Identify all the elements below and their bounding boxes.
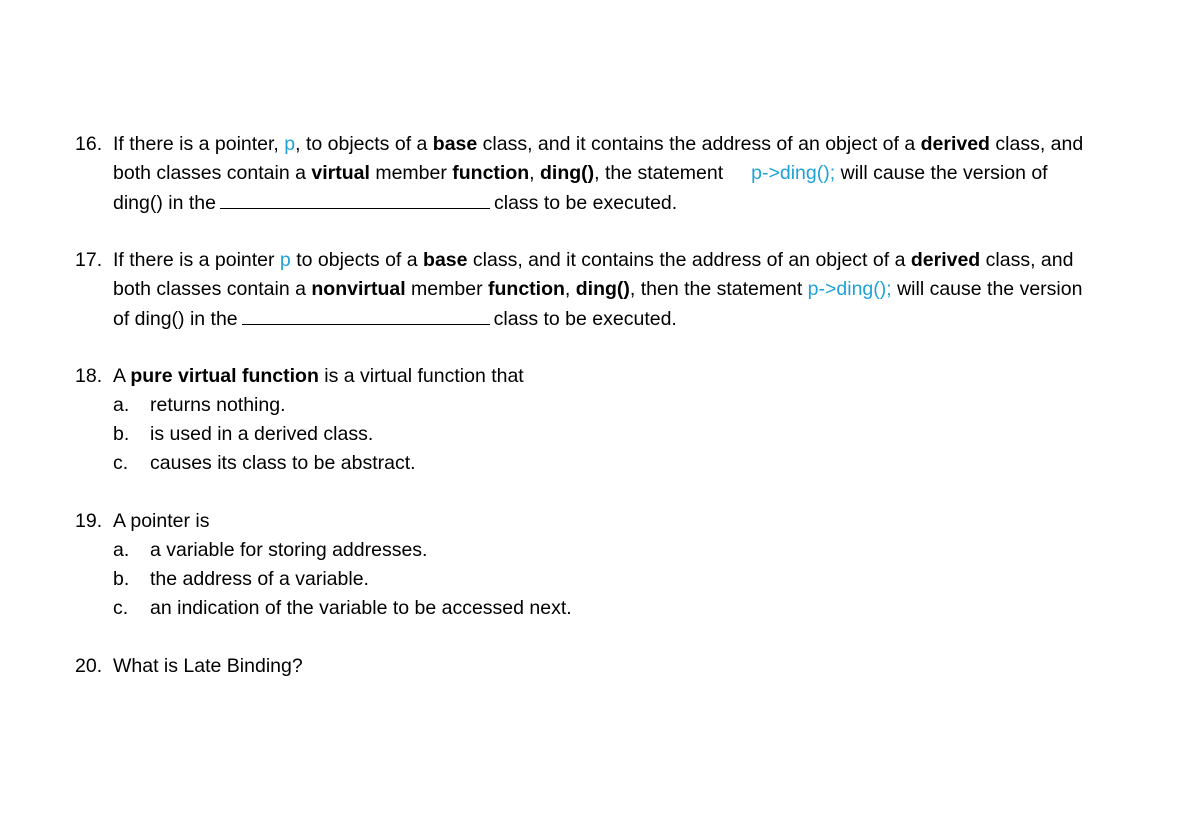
question-19 xyxy=(75,507,1165,623)
text-run: member xyxy=(405,278,488,300)
text-run: , xyxy=(529,162,541,184)
question-number: 16. xyxy=(75,133,103,155)
option-text: an indication of the variable to be accessed next. xyxy=(150,597,572,619)
question-line xyxy=(113,188,1165,217)
question-18 xyxy=(75,362,1165,478)
text-run: will cause the version of xyxy=(835,162,1048,184)
option-c[interactable] xyxy=(113,594,1165,623)
answer-blank[interactable] xyxy=(220,188,490,209)
question-stem: A pointer is xyxy=(113,510,210,532)
question-number: 18. xyxy=(75,365,103,387)
option-text: returns nothing. xyxy=(150,394,286,416)
text-run: of ding() in the xyxy=(113,308,238,330)
text-run: , to objects of a xyxy=(295,133,433,155)
question-body xyxy=(113,652,1165,681)
text-run: both classes contain a xyxy=(113,278,312,300)
question-body xyxy=(113,362,1165,478)
text-run: If there is a pointer xyxy=(113,249,280,271)
code-term: p->ding(); xyxy=(807,278,892,300)
text-run: class to be executed. xyxy=(493,308,677,330)
question-number: 20. xyxy=(75,655,103,677)
question-stem: What is Late Binding? xyxy=(113,655,303,677)
text-run: both classes contain a xyxy=(113,162,312,184)
question-body xyxy=(113,507,1165,623)
question-line xyxy=(113,275,1165,304)
text-run: If there is a pointer, xyxy=(113,133,285,155)
option-letter: c. xyxy=(113,452,129,474)
text-run: to objects of a xyxy=(290,249,424,271)
option-letter: b. xyxy=(113,423,130,445)
bold-term: ding() xyxy=(540,162,595,184)
option-letter: b. xyxy=(113,568,130,590)
question-16 xyxy=(75,130,1165,217)
text-run: class to be executed. xyxy=(493,192,678,214)
option-letter: a. xyxy=(113,394,130,416)
option-a[interactable] xyxy=(113,391,1165,420)
text-run: , then the statement xyxy=(629,278,808,300)
bold-term: base xyxy=(423,249,468,271)
question-line xyxy=(113,246,1165,275)
bold-term: base xyxy=(432,133,478,155)
option-a[interactable] xyxy=(113,536,1165,565)
option-letter: c. xyxy=(113,597,129,619)
code-term: p xyxy=(279,249,291,271)
option-text: a variable for storing addresses. xyxy=(150,539,428,561)
bold-term: nonvirtual xyxy=(311,278,406,300)
answer-blank[interactable] xyxy=(242,304,490,325)
code-term: p xyxy=(284,133,296,155)
text-run: is a virtual function that xyxy=(318,365,524,387)
text-run: class, and xyxy=(989,133,1084,155)
bold-term: function xyxy=(452,162,530,184)
option-b[interactable] xyxy=(113,565,1165,594)
question-body xyxy=(113,130,1165,217)
question-20 xyxy=(75,652,1165,681)
text-run: will cause the version xyxy=(891,278,1083,300)
text-run: , xyxy=(564,278,576,300)
question-17 xyxy=(75,246,1165,333)
question-line xyxy=(113,304,1165,333)
option-text: causes its class to be abstract. xyxy=(150,452,416,474)
question-number: 17. xyxy=(75,249,103,271)
question-stem xyxy=(113,362,1165,391)
bold-term: pure virtual function xyxy=(130,365,319,387)
code-term: p->ding(); xyxy=(751,162,836,184)
text-run: class, and it contains the address of an object of a xyxy=(477,133,921,155)
options-list xyxy=(113,391,1165,478)
option-text: the address of a variable. xyxy=(150,568,369,590)
text-run: class, and it contains the address of an object of a xyxy=(467,249,911,271)
text-run: class, and xyxy=(980,249,1074,271)
question-line xyxy=(113,130,1165,159)
question-body xyxy=(113,246,1165,333)
options-list xyxy=(113,536,1165,623)
option-c[interactable] xyxy=(113,449,1165,478)
option-b[interactable] xyxy=(113,420,1165,449)
text-run: , the statement xyxy=(594,162,724,184)
option-letter: a. xyxy=(113,539,130,561)
text-run: ding() in the xyxy=(113,192,216,214)
bold-term: derived xyxy=(920,133,990,155)
question-line xyxy=(113,159,1165,188)
bold-term: virtual xyxy=(311,162,370,184)
text-run: member xyxy=(369,162,453,184)
bold-term: function xyxy=(488,278,565,300)
option-text: is used in a derived class. xyxy=(150,423,374,445)
text-run: A xyxy=(113,365,131,387)
question-number: 19. xyxy=(75,510,103,532)
bold-term: ding() xyxy=(575,278,630,300)
bold-term: derived xyxy=(910,249,981,271)
